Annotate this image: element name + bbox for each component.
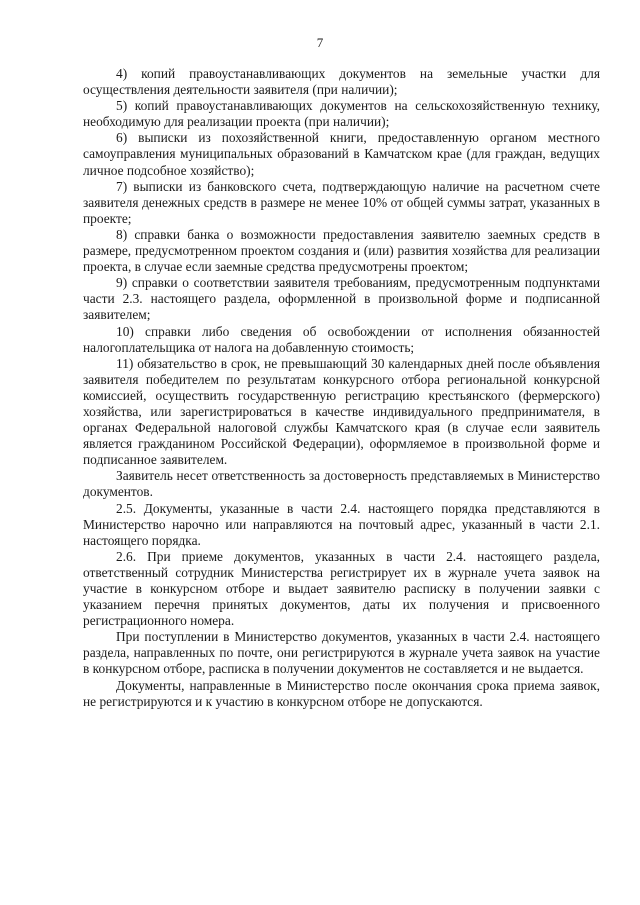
paragraph-item-11: 11) обязательство в срок, не превышающий 30 календарных дней после объявления заявителя победителем по результатам конкурсного отбора региональной конкурсной комиссией, осуществить государственную регистрацию крестьянского (фермерского) хозяйства, или зарегистрироваться в качестве индивидуального предпринимателя, в органах Федеральной налоговой службы Камчатского края (в случае если заявитель является гражданином Российской Федерации), оформляемое в произвольной форме и подписанное заявителем. [83,355,600,468]
paragraph-section-2-5: 2.5. Документы, указанные в части 2.4. настоящего порядка представляются в Министерство нарочно или направляются на почтовый адрес, указанный в части 2.1. настоящего порядка. [83,500,600,548]
document-body [83,66,600,710]
paragraph-item-7: 7) выписки из банковского счета, подтверждающую наличие на расчетном счете заявителя денежных средств в размере не менее 10% от общей суммы затрат, указанных в проекте; [83,178,600,226]
paragraph-responsibility: Заявитель несет ответственность за достоверность представляемых в Министерство документов. [83,468,600,500]
paragraph-item-4: 4) копий правоустанавливающих документов на земельные участки для осуществления деятельности заявителя (при наличии); [83,66,600,98]
paragraph-item-10: 10) справки либо сведения об освобождении от исполнения обязанностей налогоплательщика от налога на добавленную стоимость; [83,323,600,355]
paragraph-section-2-6: 2.6. При приеме документов, указанных в части 2.4. настоящего раздела, ответственный сотрудник Министерства регистрирует их в журнале учета заявок на участие в конкурсном отборе и выдает заявителю расписку в получении заявки с указанием перечня принятых документов, даты их получения и присвоенного регистрационного номера. [83,548,600,629]
paragraph-item-9: 9) справки о соответствии заявителя требованиям, предусмотренным подпунктами части 2.3. настоящего раздела, оформленной в произвольной форме и подписанной заявителем; [83,275,600,323]
page-number: 7 [316,35,324,50]
paragraph-mail-receipt: При поступлении в Министерство документов, указанных в части 2.4. настоящего раздела, направленных по почте, они регистрируются в журнале учета заявок на участие в конкурсном отборе, расписка в получении документов не составляется и не выдается. [83,629,600,677]
paragraph-item-8: 8) справки банка о возможности предоставления заявителю заемных средств в размере, предусмотренном проектом создания и (или) развития хозяйства для реализации проекта, в случае если заемные средства предусмотрены проектом; [83,226,600,275]
paragraph-item-5: 5) копий правоустанавливающих документов на сельскохозяйственную технику, необходимую для реализации проекта (при наличии); [83,98,600,130]
paragraph-item-6: 6) выписки из похозяйственной книги, предоставленную органом местного самоуправления муниципальных образований в Камчатском крае (для граждан, ведущих личное подсобное хозяйство); [83,130,600,178]
paragraph-late-documents: Документы, направленные в Министерство после окончания срока приема заявок, не регистрируются и к участию в конкурсном отборе не допускаются. [83,677,600,709]
